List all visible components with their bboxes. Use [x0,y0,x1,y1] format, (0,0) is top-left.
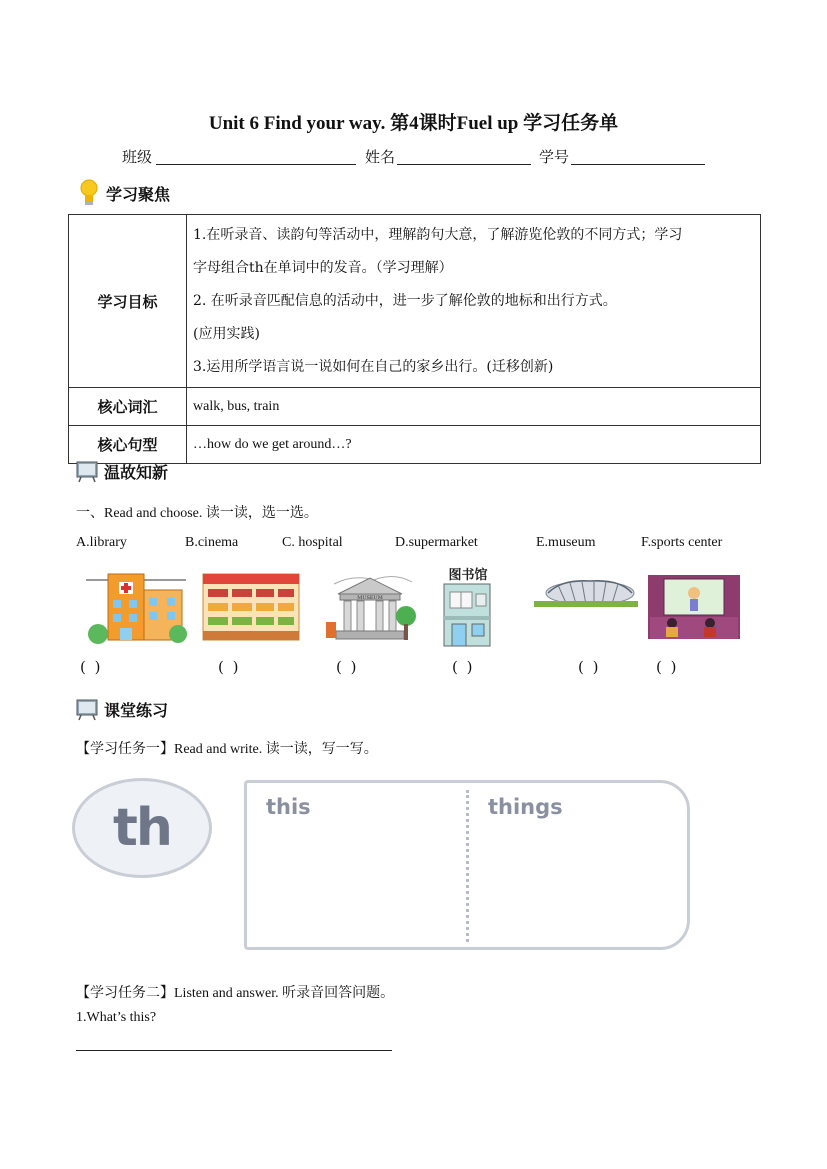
goals-value [187,215,761,388]
number-label: 学号 [539,148,570,166]
lightbulb-icon [78,178,100,208]
option-e: E.museum [536,535,596,550]
blackboard-icon [76,699,98,721]
goals-table [68,214,761,464]
table-row [69,426,761,464]
museum-sign: MUSEUM [357,595,383,601]
box-divider [466,790,469,942]
vocab-key: 核心词汇 [69,388,187,426]
practice-section-heading [76,698,168,721]
answer-blank-5[interactable]: ( ) [578,658,601,676]
answer-line-1[interactable] [76,1050,392,1051]
answer-blank-2[interactable]: ( ) [218,658,241,676]
goal-line-5: 3.运用所学语言说一说如何在自己的家乡出行。(迁移创新) [193,358,554,375]
library-picture [440,566,496,652]
goal-line-1: 1.在听录音、读韵句等活动中，理解韵句大意，了解游览伦敦的不同方式；学习 [193,226,683,243]
supermarket-picture [202,573,300,641]
table-row [69,388,761,426]
answer-blank-3[interactable]: ( ) [336,658,359,676]
goals-key: 学习目标 [69,215,187,388]
answer-blank-4[interactable]: ( ) [452,658,475,676]
option-a: A.library [76,535,127,550]
museum-picture [324,570,416,646]
class-label: 班级 [122,148,153,166]
task1-instruction: 【学习任务一】Read and write. 读一读，写一写。 [76,742,378,757]
focus-section-heading [78,178,170,208]
number-field[interactable] [571,164,705,165]
example-word-things: things [488,795,563,819]
option-f: F.sports center [641,535,723,550]
hospital-picture [86,568,188,648]
focus-heading-text: 学习聚焦 [106,184,171,204]
review-section-heading [76,460,168,483]
cinema-picture [648,575,740,639]
write-area-left[interactable] [256,830,456,935]
practice-heading-text: 课堂练习 [104,701,169,720]
blackboard-icon [76,461,98,483]
phonics-oval [72,778,212,878]
option-c: C. hospital [282,535,343,550]
name-field[interactable] [397,164,531,165]
sentence-value: …how do we get around…? [187,426,761,464]
goal-line-4: (应用实践) [193,325,260,342]
example-word-this: this [266,795,311,819]
sentence-key: 核心句型 [69,426,187,464]
stadium-picture [532,575,638,609]
page-title: Unit 6 Find your way. 第4课时Fuel up 学习任务单 [208,113,619,134]
review-heading-text: 温故知新 [104,463,169,482]
library-sign: 图书馆 [448,568,488,583]
table-row [69,215,761,388]
review-instruction: 一、Read and choose. 读一读，选一选。 [76,506,318,521]
option-b: B.cinema [185,535,239,550]
goal-line-3: 2. 在听录音匹配信息的活动中，进一步了解伦敦的地标和出行方式。 [193,292,617,309]
name-label: 姓名 [365,148,396,166]
goal-line-2: 字母组合th在单词中的发音。（学习理解） [193,259,453,276]
answer-blank-1[interactable]: ( ) [80,658,103,676]
option-d: D.supermarket [395,535,478,550]
write-area-right[interactable] [478,830,678,935]
answer-blank-6[interactable]: ( ) [656,658,679,676]
question-1: 1.What’s this? [76,1010,157,1025]
class-field[interactable] [156,164,356,165]
task2-instruction: 【学习任务二】Listen and answer. 听录音回答问题。 [76,986,395,1001]
vocab-value: walk, bus, train [187,388,761,426]
phonics-th: th [113,798,171,858]
